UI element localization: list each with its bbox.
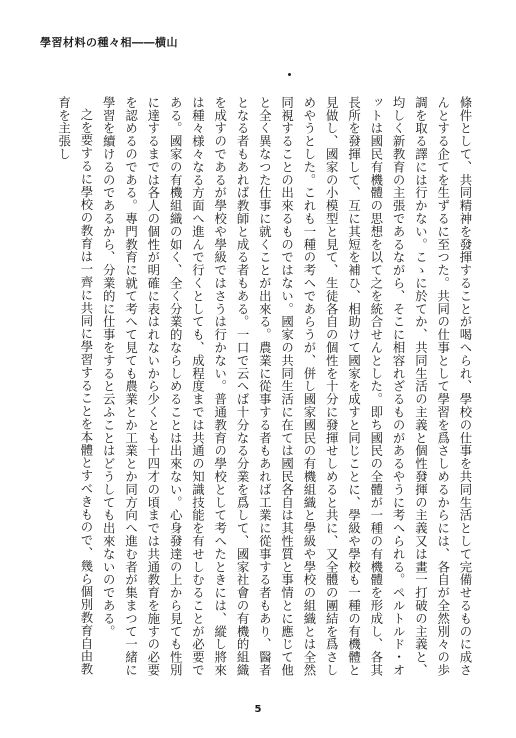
paragraph: 之を要するに學校の教育は一齊に共同に學習することを本體とすべきもので、幾ら個別教育自由教育を主張し (56, 96, 94, 676)
body-text (40, 96, 476, 688)
page-number: 5 (254, 704, 262, 715)
running-head: 學習材料の種々相――横山 (40, 36, 178, 49)
ink-mark (288, 73, 291, 76)
paragraph: 條件として、共同精神を發揮することが喝へられ、學校の仕事を共同生活として完備せるものに成さんとする企てを生ずるに至つた。共同の仕事として學習を爲さしめるからには、各自が全然別々の歩調を取る譯には行かない。こゝに於てか、共同生活の主義と個性發揮の主義又は畫一打破の主義と、均しく新教育の主張であるながら、そこに相容れざるものがあるやうに考へられる。ペルトルド・オットは國民有機體の思想を以て之を統合せんとした。即ち國民の全體が一種の有機體を形成し、各其長所を發揮して、互に其短を補ひ、相助けて國家を成すと同じことに、學級や學校も一種の有機體と見做し、國家の小模型と見て、生徒各自の個性を十分に發揮せしめると共に、又全體の團結を爲さしめやうとした。これも一種の考へであらうが、併し國家國民の有機組織と學級や學校の組織とは全然同視することの出來るものではない。國家の共同生活に在ては國民各自は其性質と事情とに應じて他と全く異なつた仕事に就くことが出來る。農業に從事する者もあれば工業に從事する者もあり、醫者となる者もあれば教師と成る者もある。一口で云へば十分なる分業を爲して、國家社會の有機的組織を成すのであるが學校や學級ではさうは行かない。普通教育の學校として考へたときには、縱し將來は種々様々なる方面へ進んで行くとしても、成程度までは共通の知識技能を有せしむることが必要である。國家の有機組織の如く、全く分業的ならしめることは出來ない。心身發達の上から見ても性別に達するまでは各人の個性が明確に表はれないから少くとも十四才の頃までは共通教育を施すの必要を認めるのである。專門教育に就て考へて見ても農業とか工業とか同方向へ進む者が集まつて一緒に學習を續けるのであるから、分業的に仕事をすると云ふことはどうしても出來ないのである。 (101, 96, 473, 677)
